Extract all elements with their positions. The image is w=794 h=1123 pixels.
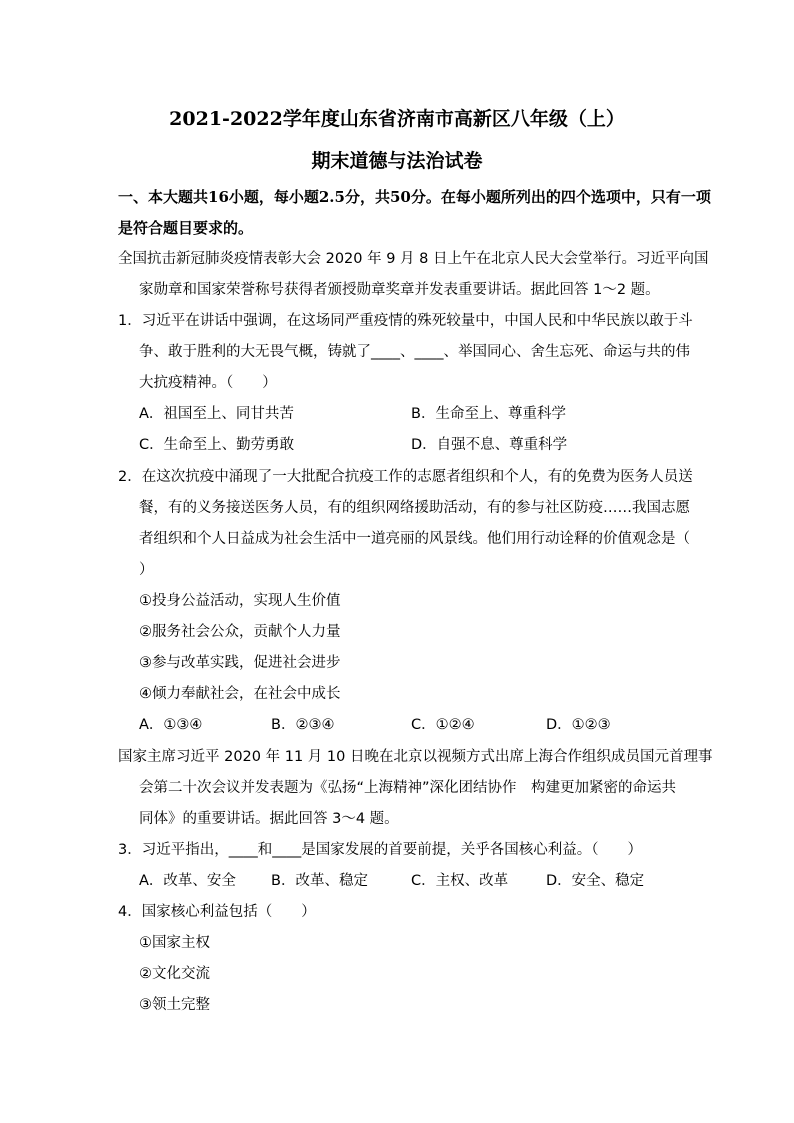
question-1-line1: 1．习近平在讲话中强调，在这场同严重疫情的殊死较量中，中国人民和中华民族以敢于斗 <box>118 313 693 329</box>
question-2-option-a: A．①③④ <box>139 717 203 733</box>
question-2-line3: 者组织和个人日益成为社会生活中一道亮丽的风景线。他们用行动诠释的价值观念是（ <box>139 531 690 547</box>
intro-passage-2-line2: 会第二十次会议并发表题为《弘扬“上海精神”深化团结协作 构建更加紧密的命运共 <box>139 780 677 796</box>
question-3-line1: 3．习近平指出，____和____是国家发展的首要前提，关乎各国核心利益。（ ） <box>118 842 642 858</box>
question-1-option-c: C．生命至上、勤劳勇敢 <box>139 437 295 453</box>
question-2-statement-3: ③参与改革实践，促进社会进步 <box>139 655 341 671</box>
question-3-option-b: B．改革、稳定 <box>271 873 368 889</box>
question-3-option-d: D．安全、稳定 <box>546 873 645 889</box>
question-1-option-d: D．自强不息、尊重科学 <box>411 437 568 453</box>
intro-passage-1-line2: 家勋章和国家荣誉称号获得者颁授勋章奖章并发表重要讲话。据此回答 1～2 题。 <box>139 282 660 298</box>
question-2-line4: ） <box>139 562 154 578</box>
question-1-line2: 争、敢于胜利的大无畏气概，铸就了____、____、举国同心、舍生忘死、命运与共的伟 <box>139 344 690 360</box>
question-2-option-b: B．②③④ <box>271 717 335 733</box>
question-2-option-c: C．①②④ <box>411 717 475 733</box>
question-3-option-c: C．主权、改革 <box>411 873 509 889</box>
question-3-option-a: A．改革、安全 <box>139 873 236 889</box>
exam-title: 2021-2022学年度山东省济南市高新区八年级（上） <box>169 108 625 130</box>
section-instructions-line1: 一、本大题共16小题，每小题2.5分，共50分。在每小题所列出的四个选项中，只有一项 <box>118 188 711 206</box>
intro-passage-1-line1: 全国抗击新冠肺炎疫情表彰大会 2020 年 9 月 8 日上午在北京人民大会堂举行。习近平向国 <box>118 251 709 267</box>
intro-passage-2-line3: 同体》的重要讲话。据此回答 3～4 题。 <box>139 811 399 827</box>
question-4-statement-1: ①国家主权 <box>139 935 210 951</box>
question-2-line1: 2．在这次抗疫中涌现了一大批配合抗疫工作的志愿者组织和个人，有的免费为医务人员送 <box>118 469 693 485</box>
question-4-statement-3: ③领土完整 <box>139 997 210 1013</box>
question-4-line1: 4．国家核心利益包括（ ） <box>118 904 316 920</box>
question-4-statement-2: ②文化交流 <box>139 966 210 982</box>
question-2-line2: 餐，有的义务接送医务人员，有的组织网络援助活动，有的参与社区防疫……我国志愿 <box>139 500 690 516</box>
intro-passage-2-line1: 国家主席习近平 2020 年 11 月 10 日晚在北京以视频方式出席上海合作组织成员国元首理事 <box>118 749 713 765</box>
section-instructions-line2: 是符合题目要求的。 <box>118 219 254 237</box>
question-2-statement-2: ②服务社会公众，贡献个人力量 <box>139 624 341 640</box>
question-2-statement-4: ④倾力奉献社会，在社会中成长 <box>139 686 341 702</box>
question-2-statement-1: ①投身公益活动，实现人生价值 <box>139 593 341 609</box>
exam-subtitle: 期末道德与法治试卷 <box>311 150 483 172</box>
question-1-line3: 大抗疫精神。（ ） <box>139 375 277 391</box>
question-2-option-d: D．①②③ <box>546 717 611 733</box>
question-1-option-a: A．祖国至上、同甘共苦 <box>139 406 294 422</box>
question-1-option-b: B．生命至上、尊重科学 <box>411 406 566 422</box>
